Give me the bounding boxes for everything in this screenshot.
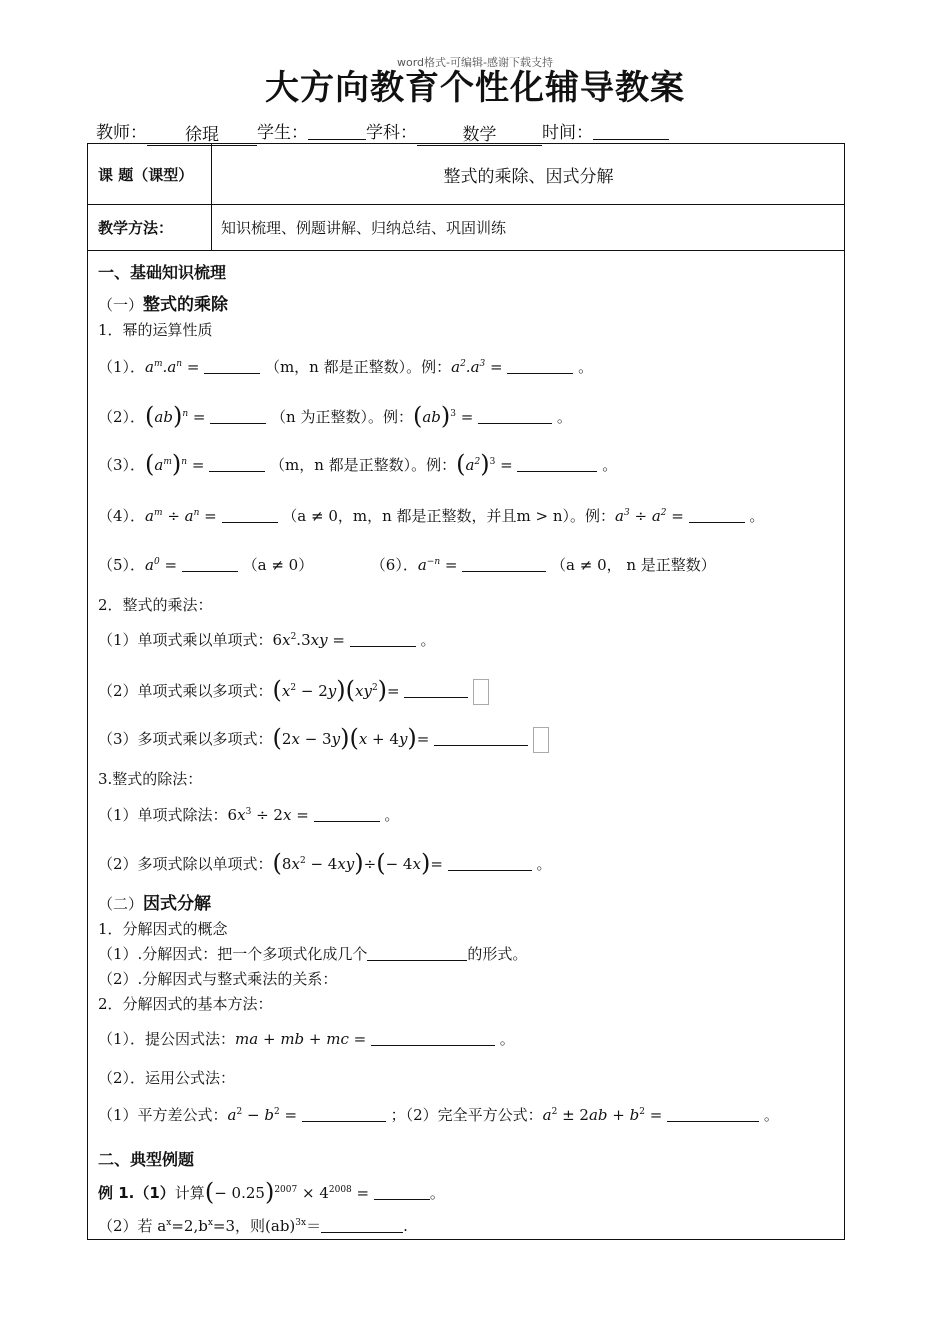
item-3-heading: 3.整式的除法： [98,770,203,788]
div-1-blank[interactable] [314,807,380,822]
factor-2-3: （1）平方差公式：$a^2 - b^2$ = ；（2）完全平方公式：$a^2 \pm 2ab + b^2$ = 。 [98,1106,779,1124]
factor-1-2: （2）.分解因式与整式乘法的关系： [98,970,338,988]
rule-5-blank[interactable] [182,557,238,572]
mult-3-blank[interactable] [434,731,528,746]
section-2-heading: 二、典型例题 [98,1150,195,1169]
mult-1-blank[interactable] [350,632,416,647]
rule-4-cond: （a ≠ 0，m，n 都是正整数，并且m > n）。例： [282,507,616,525]
info-line [96,118,669,146]
rule-3-example-blank[interactable] [517,457,597,472]
factor-2-1-label: （1）．提公因式法： [98,1030,236,1048]
rule-2-example-blank[interactable] [478,409,552,424]
factor-2-2: （2）．运用公式法： [98,1069,236,1087]
topic-label: 课 题（课型） [88,144,212,204]
rule-3-blank[interactable] [209,457,265,472]
rule-2-cond: （n 为正整数）。例： [271,408,413,426]
rule-3-cond: （m，n 都是正整数）。例： [269,456,457,474]
subsection-1-heading [98,290,228,315]
method-value: 知识梳理、例题讲解、归纳总结、巩固训练 [221,218,507,237]
rule-4-blank[interactable] [222,508,278,523]
subsection-2-heading [98,889,211,914]
rule-5-cond: （a ≠ 0） [242,556,314,574]
section-1-heading: 一、基础知识梳理 [98,263,227,282]
item-2-heading: 2．整式的乘法： [98,596,213,614]
div-2-blank[interactable] [448,856,532,871]
rule-1-cond: （m，n 都是正整数）。例： [264,358,452,376]
factor-1-1-blank[interactable] [367,946,467,961]
time-label: 时间： [542,123,593,143]
mult-3-label: （3）多项式乘以多项式： [98,730,273,748]
rule-6-num: （6）． [370,556,418,574]
div-1: （1）单项式除法：$6x^3 \div 2x$ = 。 [98,806,400,824]
mult-3-box [533,727,549,753]
rule-2-num: （2）． [98,408,146,426]
example-1-2-blank[interactable] [321,1218,403,1233]
mult-2-label: （2）单项式乘以多项式： [98,682,273,700]
rule-5-num: （5）． [98,556,146,574]
diff-squares-label: （1）平方差公式： [98,1106,228,1124]
subsection-1-num: （一） [98,296,144,314]
rule-1-num: （1）． [98,358,146,376]
rule-4-num: （4）． [98,507,146,525]
rule-1: （1）．$a^m.a^n = (m$，n 都是正整数）。例：$a^2.a^3$ = 。 [98,358,594,376]
subsection-1-title: 整式的乘除 [143,295,229,315]
topic-value: 整式的乘除、因式分解 [443,166,614,187]
subject-label: 学科： [366,123,417,143]
rule-3-num: （3）． [98,456,146,474]
example-1-1-blank[interactable] [374,1185,430,1200]
rule-3: （3）．$(a^m)^n = (m$，n 都是正整数）。例：$(a^2)^3$ = 。 [98,450,618,478]
method-row [88,204,844,251]
page-title: 大方向教育个性化辅导教案 [265,68,685,108]
div-2: （2）多项式除以单项式：$(8x^2 - 4xy)\div(- 4x)=$ 。 [98,849,552,877]
perfect-square-label: ；（2）完全平方公式： [390,1106,543,1124]
mult-2-blank[interactable] [404,683,468,698]
item-1-heading: 1．幂的运算性质 [98,321,213,339]
rule-5-6: （5）．$a^0 = (a \ne 0)$ （6）．$a^{-n} = (a \ne 0$， n 是正整数） [98,556,716,574]
rule-4: （4）．$a^m \div a^n = (a \ne 0$，m，n 都是正整数，并且m > n）。例：$a^3 \div a^2$ = 。 [98,507,765,525]
subject-field[interactable]: 数学 [417,120,542,146]
teacher-label: 教师： [96,123,147,143]
student-label: 学生： [257,123,308,143]
diff-squares-blank[interactable] [302,1107,386,1122]
subsection-2-num: （二） [98,895,144,913]
example-1-2: （2）若 $a^x=2,b^x=3$，则(ab)$^{3x}$＝ . [98,1217,408,1235]
header-note: word格式-可编辑-感谢下载支持 [397,56,553,69]
example-1-1: 例 1.（1）计算(− $0.25)^{2007} \times 4^{2008}$ = 。 [98,1178,445,1206]
rule-1-example-blank[interactable] [507,359,573,374]
example-1-label: 例 1.（1） [98,1184,175,1202]
factor-2-1: （1）．提公因式法：ma + mb + mc = 。 [98,1030,515,1048]
factor-2-1-blank[interactable] [371,1031,495,1046]
div-1-label: （1）单项式除法： [98,806,228,824]
div-2-label: （2）多项式除以单项式： [98,855,273,873]
factor-2-heading: 2．分解因式的基本方法： [98,995,273,1013]
method-label: 教学方法： [88,204,212,250]
time-field[interactable] [593,123,669,140]
teacher-field[interactable]: 徐琨 [147,120,257,146]
rule-6-blank[interactable] [462,557,546,572]
rule-2-blank[interactable] [210,409,266,424]
topic-row [88,144,844,205]
mult-2-box [473,679,489,705]
mult-2: （2）单项式乘以多项式：$(x^2 - 2y)(xy^2)=$ [98,676,489,705]
rule-2: （2）．(ab)$^n$ = （n 为正整数）。例：(ab)$^3$ = 。 [98,402,572,430]
subsection-2-title: 因式分解 [143,894,212,914]
rule-6-cond: （a ≠ 0， n 是正整数） [551,556,716,574]
mult-1-label: （1）单项式乘以单项式： [98,631,273,649]
lesson-table [87,143,845,1240]
rule-1-blank[interactable] [204,359,260,374]
factor-1-heading: 1．分解因式的概念 [98,920,228,938]
mult-1: （1）单项式乘以单项式：$6x^2.3xy$ = 。 [98,631,436,649]
mult-3: （3）多项式乘以多项式：(2x − 3y)(x + 4y)= [98,724,549,753]
perfect-square-blank[interactable] [667,1107,759,1122]
student-field[interactable] [308,123,366,140]
rule-4-example-blank[interactable] [689,508,745,523]
factor-1-1: （1）.分解因式：把一个多项式化成几个 的形式。 [98,945,528,963]
